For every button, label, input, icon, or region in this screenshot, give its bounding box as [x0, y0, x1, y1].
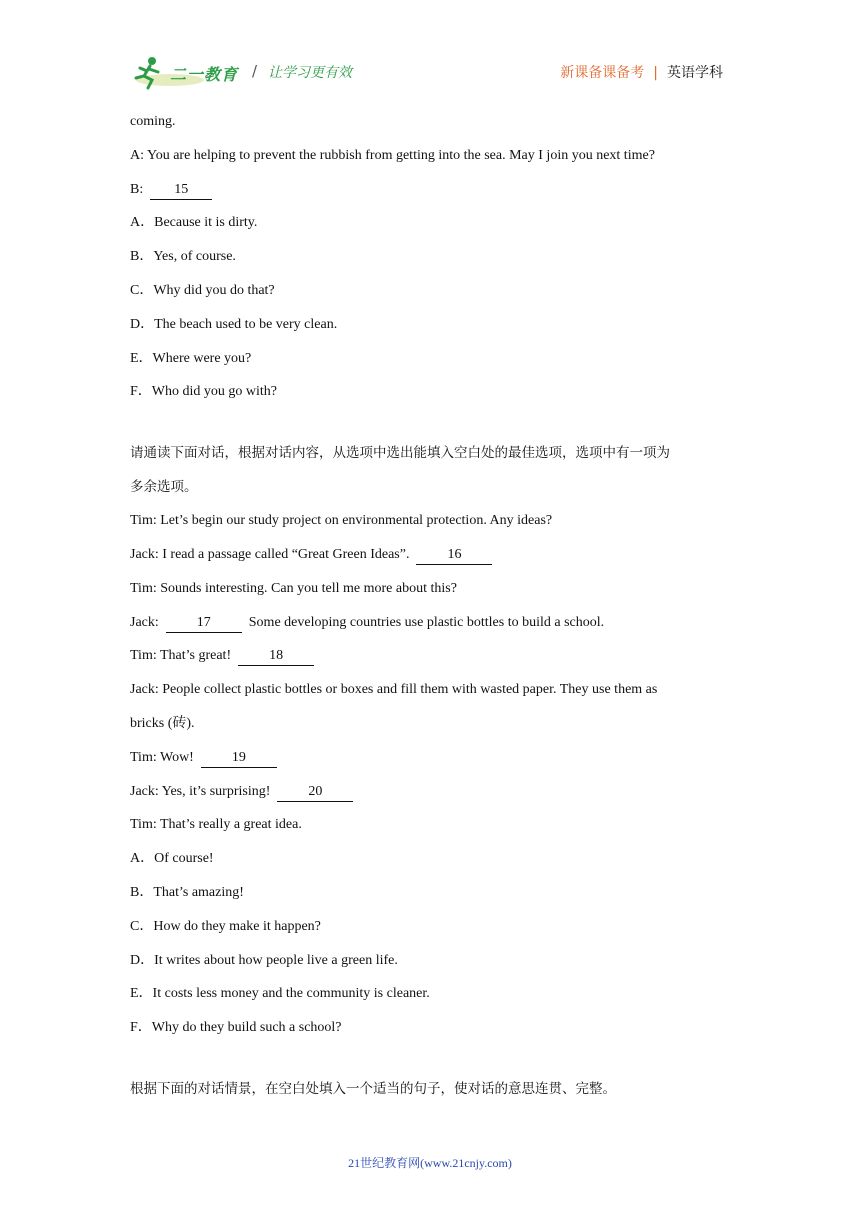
option-item: E．It costs less money and the community is cleaner.: [130, 986, 430, 1002]
option-item: A．Of course!: [130, 851, 214, 867]
header-right: [560, 62, 723, 82]
option-item: C．Why did you do that?: [130, 282, 275, 298]
dialog-text: Tim: Wow!: [130, 749, 194, 765]
section-spacer: [130, 413, 740, 440]
logo-name: 二一教育: [170, 65, 239, 84]
option-item: F．Why do they build such a school?: [130, 1020, 342, 1036]
answer-blank-16[interactable]: 16: [416, 546, 492, 565]
instruction-text: 根据下面的对话情景，在空白处填入一个适当的句子，使对话的意思连贯、完整。: [130, 1080, 616, 1097]
dialog-line: [130, 779, 740, 813]
dialog-line: Tim: That’s really a great idea.: [130, 817, 302, 833]
speaker-label: Jack:: [130, 614, 159, 630]
option-item: A．Because it is dirty.: [130, 215, 258, 231]
dialog-line: Jack: People collect plastic bottles or boxes and fill them with wasted paper. They use them as: [130, 682, 658, 698]
option-item: B．Yes, of course.: [130, 249, 236, 265]
document-body: [130, 109, 740, 1110]
speaker-label: B:: [130, 181, 144, 197]
instruction-text: 多余选项。: [130, 479, 198, 496]
option-item: E．Where were you?: [130, 350, 252, 366]
dialog-line: [130, 542, 740, 576]
option-item: B．That’s amazing!: [130, 884, 244, 900]
dialog-line: A: You are helping to prevent the rubbish from getting into the sea. May I join you next time?: [130, 147, 655, 163]
page-header: [0, 0, 860, 100]
option-item: F．Who did you go with?: [130, 384, 277, 400]
slogan: 让学习更有效: [268, 65, 352, 81]
answer-blank-20[interactable]: 20: [277, 783, 353, 802]
dialog-line: [130, 610, 740, 644]
subject-label: 英语学科: [667, 65, 723, 81]
answer-blank-18[interactable]: 18: [238, 647, 314, 666]
instruction-text: 请通读下面对话，根据对话内容，从选项中选出能填入空白处的最佳选项，选项中有一项为: [130, 445, 670, 462]
dialog-line: [130, 643, 740, 677]
dialog-line: [130, 177, 740, 211]
option-item: D．The beach used to be very clean.: [130, 316, 338, 332]
dialog-line: bricks (砖).: [130, 715, 195, 731]
dialog-line: Tim: Sounds interesting. Can you tell me more about this?: [130, 580, 457, 596]
course-label: 新课备课备考: [560, 65, 645, 81]
answer-blank-19[interactable]: 19: [201, 749, 277, 768]
dialog-line: Tim: Let’s begin our study project on environmental protection. Any ideas?: [130, 513, 553, 529]
dialog-line: [130, 745, 740, 779]
answer-blank-17[interactable]: 17: [166, 614, 242, 633]
slogan-separator: /: [252, 62, 258, 80]
dialog-text: Jack: Yes, it’s surprising!: [130, 783, 271, 799]
section-spacer: [130, 1049, 740, 1076]
answer-blank-15[interactable]: 15: [150, 181, 212, 200]
header-divider: |: [653, 65, 658, 81]
option-item: C．How do they make it happen?: [130, 918, 321, 934]
option-item: D．It writes about how people live a green life.: [130, 952, 398, 968]
page-footer: 21世纪教育网(www.21cnjy.com): [348, 1156, 512, 1170]
dialog-text: Some developing countries use plastic bottles to build a school.: [248, 614, 605, 630]
dialog-text: Jack: I read a passage called “Great Green Ideas”.: [130, 546, 410, 562]
dialog-text: Tim: That’s great!: [130, 648, 232, 664]
continued-text: coming.: [130, 114, 176, 129]
